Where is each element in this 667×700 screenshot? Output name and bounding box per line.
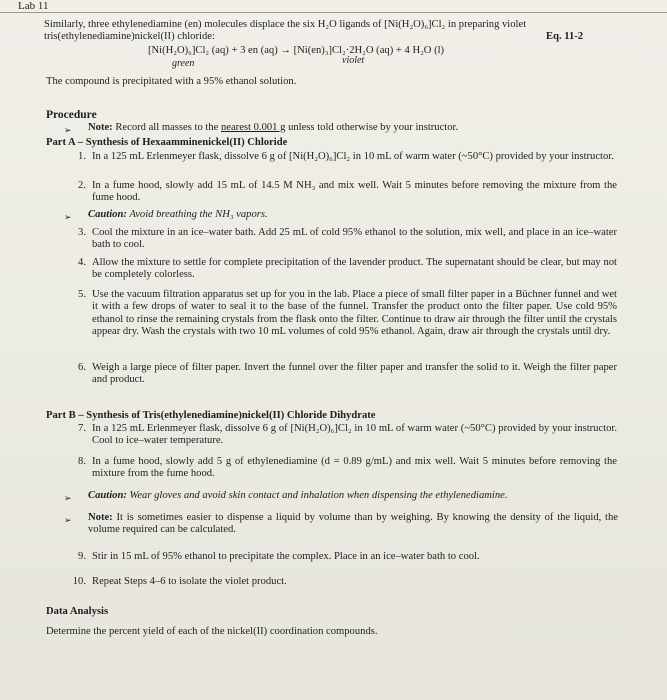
equation-label-violet: violet: [342, 55, 365, 66]
step-text: Weigh a large piece of filter paper. Invert the funnel over the filter paper and transfer the solid to it. Weigh the filter paper and product.: [92, 362, 617, 386]
list-item: [58, 180, 618, 206]
step-text: Repeat Steps 4–6 to isolate the violet product.: [92, 576, 287, 587]
caution-text: Wear gloves and avoid skin contact and inhalation when dispensing the ethylenediamine.: [126, 490, 508, 501]
part-a-caution: [88, 209, 268, 221]
list-item: [58, 551, 618, 565]
arrow-bullet-icon: ➢: [64, 212, 72, 222]
procedure-note: [88, 122, 458, 134]
list-item: [58, 151, 618, 177]
step-text: Stir in 15 mL of 95% ethanol to precipitate the complex. Place in an ice–water bath to cool.: [92, 551, 480, 562]
step-number: 7.: [78, 423, 86, 434]
note-body: It is sometimes easier to dispense a liquid by volume than by weighing. By knowing the density of the liquid, the volume required can be calculated.: [88, 512, 618, 536]
caution-label: Caution:: [88, 490, 127, 501]
step-text: In a fume hood, slowly add 5 g of ethylenediamine (d = 0.89 g/mL) and mix well. Wait 5 minutes before removing the mixture from the fume hood.: [92, 456, 617, 480]
data-analysis-heading: Data Analysis: [46, 606, 109, 617]
header-rule: [0, 12, 667, 13]
part-b-caution: [88, 490, 507, 502]
arrow-bullet-icon: ➢: [64, 493, 72, 503]
step-number: 3.: [78, 227, 86, 238]
step-number: 5.: [78, 289, 86, 300]
step-text: In a 125 mL Erlenmeyer flask, dissolve 6 g of [Ni(H₂O)₆]Cl₂ in 10 mL of warm water (~50°C) provided by your instructor. Cool to ice–water temperature.: [92, 423, 617, 447]
equation-number: Eq. 11-2: [546, 31, 584, 42]
step-number: 8.: [78, 456, 86, 467]
data-analysis-text: Determine the percent yield of each of the nickel(II) coordination compounds.: [46, 626, 378, 637]
note-text: [88, 512, 618, 537]
step-text: Use the vacuum filtration apparatus set up for you in the lab. Place a piece of small filter paper in a Büchner funnel and wet it with a few drops of water to seal it to the base of the funnel. Transfer the product onto the filter paper. Use cold 95% ethanol to rinse the remaining crystals from the flask onto the filter. Continue to draw air through the filter until the crystals appear dry. Wash the crystals with two 10 mL volumes of cold 95% ethanol. Again, draw air through the crystals until dry.: [92, 289, 617, 338]
step-number: 6.: [78, 362, 86, 373]
step-text: In a fume hood, slowly add 15 mL of 14.5 M NH₃ and mix well. Wait 5 minutes before removing the mixture from the fume hood.: [92, 180, 617, 204]
list-item: [58, 576, 618, 590]
list-item: [58, 257, 618, 283]
list-item: [58, 423, 618, 449]
caution-label: Caution:: [88, 209, 127, 220]
list-item: [58, 289, 618, 353]
arrow-bullet-icon: ➢: [64, 515, 72, 525]
list-item: [58, 227, 618, 253]
chemical-equation: [Ni(H₂O)₆]Cl₂ (aq) + 3 en (aq) → [Ni(en)₃]Cl₂·2H₂O (aq) + 4 H₂O (l): [148, 45, 445, 56]
list-item: [58, 456, 618, 482]
caution-text: Avoid breathing the NH₃ vapors.: [126, 209, 268, 220]
step-number: 9.: [78, 551, 86, 562]
precipitation-note: The compound is precipitated with a 95% ethanol solution.: [46, 76, 297, 87]
part-b-note: [58, 512, 618, 538]
step-number: 2.: [78, 180, 86, 191]
part-a-heading: Part A – Synthesis of Hexaamminenickel(II) Chloride: [46, 137, 288, 148]
list-item: [58, 362, 618, 388]
step-text: Allow the mixture to settle for complete precipitation of the lavender product. The supernatant should be clear, but may not be completely colorless.: [92, 257, 617, 281]
procedure-heading: Procedure: [46, 109, 97, 121]
step-number: 1.: [78, 151, 86, 162]
step-text: Cool the mixture in an ice–water bath. Add 25 mL of cold 95% ethanol to the solution, mix well, and place in an ice–water bath to cool.: [92, 227, 617, 251]
intro-line-1: Similarly, three ethylenediamine (en) molecules displace the six H₂O ligands of [Ni(H₂O)₆]Cl₂ in preparing violet: [44, 19, 527, 30]
note-text-b: unless told otherwise by your instructor.: [285, 122, 459, 133]
note-label: Note:: [88, 122, 113, 133]
part-b-heading: Part B – Synthesis of Tris(ethylenediamine)nickel(II) Chloride Dihydrate: [46, 410, 376, 421]
step-number: 4.: [78, 257, 86, 268]
equation-label-green: green: [172, 58, 195, 69]
step-text: In a 125 mL Erlenmeyer flask, dissolve 6 g of [Ni(H₂O)₆]Cl₂ in 10 mL of warm water (~50°C) provided by your instructor.: [92, 151, 614, 162]
intro-line-2: tris(ethylenediamine)nickel(II) chloride:: [44, 31, 215, 42]
note-underlined: nearest 0.001 g: [220, 122, 286, 133]
note-text-a: Record all masses to the: [112, 122, 221, 133]
arrow-bullet-icon: ➢: [64, 125, 72, 135]
step-number: 10.: [72, 576, 86, 587]
lab-label: Lab 11: [18, 0, 49, 12]
note-label: Note:: [88, 512, 113, 523]
